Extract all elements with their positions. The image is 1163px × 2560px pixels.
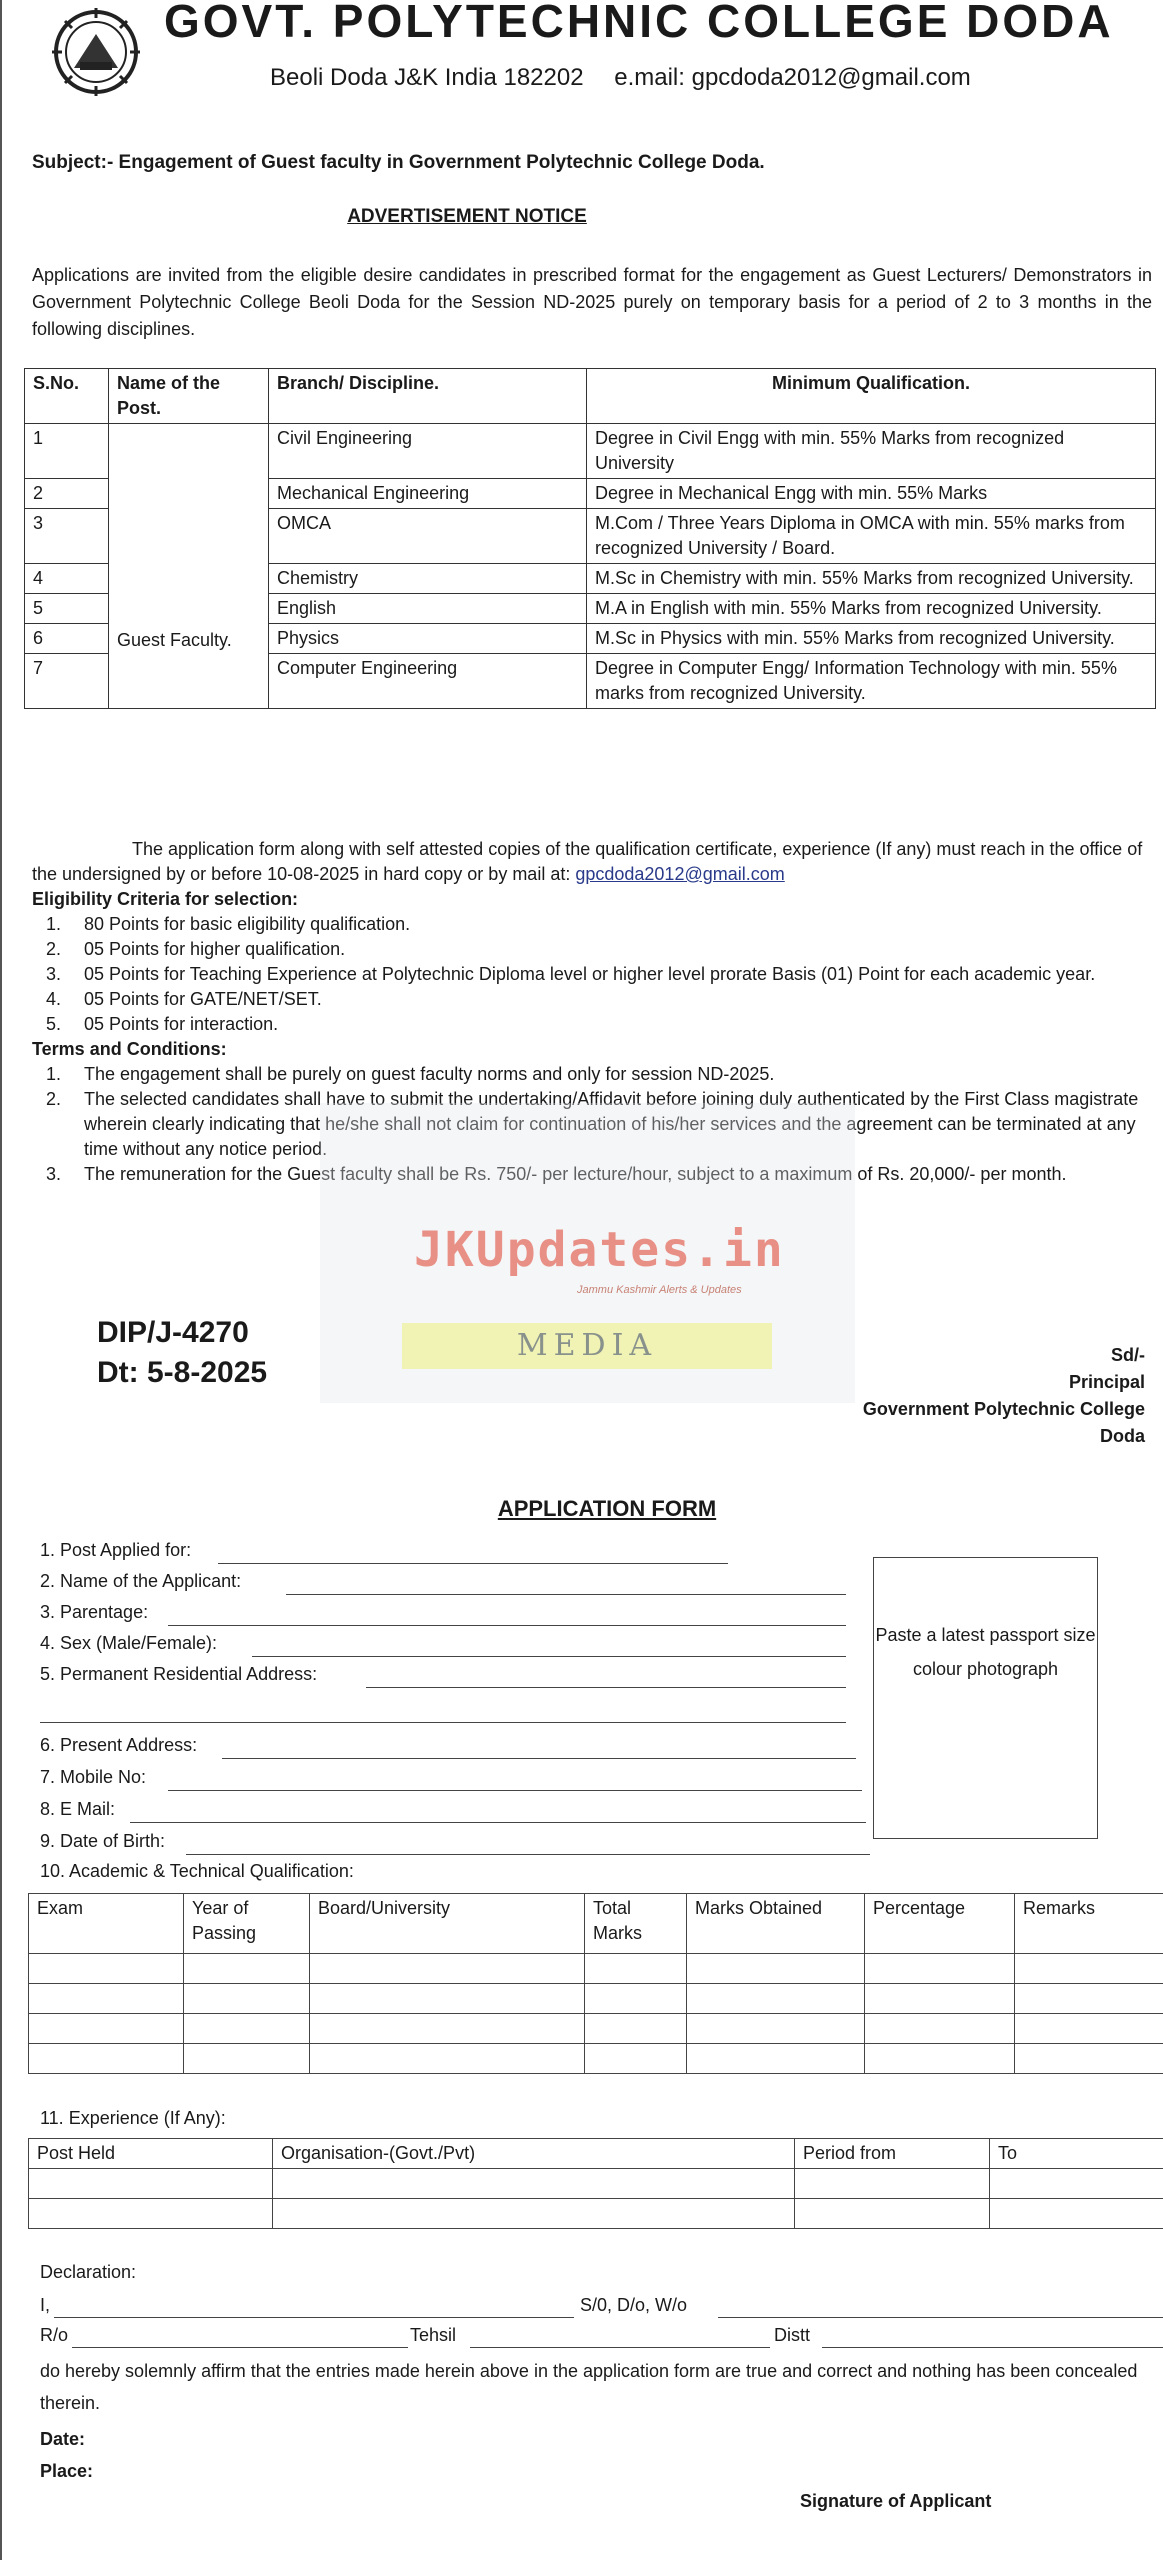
field-email: 8. E Mail:	[40, 1799, 116, 1819]
item-number: 2.	[46, 1089, 62, 1109]
qual-header-marks: Marks Obtained	[687, 1894, 865, 1954]
intro-paragraph: Applications are invited from the eligible desire candidates in prescribed format for the engagement as Guest Lecturers/ Demonstrators in Government Polytechnic College Beoli Doda for the Session ND-2025 purely on temporary basis for a period of 2 to 3 months in the following disciplines.	[32, 265, 1152, 339]
address-text: Beoli Doda J&K India 182202	[270, 64, 584, 91]
table-row[interactable]	[29, 1984, 1163, 2014]
row-branch: Computer Engineering	[269, 654, 587, 709]
table-row[interactable]	[29, 2014, 1163, 2044]
header-sno: S.No.	[25, 369, 109, 424]
table-row[interactable]	[29, 2199, 1163, 2229]
table-row	[25, 424, 1156, 479]
row-qualification: Degree in Civil Engg with min. 55% Marks from recognized University	[587, 424, 1156, 479]
photo-placeholder	[873, 1557, 1098, 1839]
declaration-name-line[interactable]	[54, 2317, 574, 2318]
item-number: 1.	[46, 914, 62, 934]
watermark-media: MEDIA	[402, 1323, 772, 1369]
list-item	[32, 987, 1152, 1012]
table-header-row	[25, 369, 1156, 424]
item-text: 05 Points for interaction.	[84, 1014, 279, 1034]
item-number: 2.	[46, 939, 62, 959]
exp-header-organisation: Organisation-(Govt./Pvt)	[273, 2139, 795, 2169]
field-qualification-label: 10. Academic & Technical Qualification:	[40, 1861, 354, 1881]
application-form-title: APPLICATION FORM	[497, 1496, 717, 1521]
row-sno: 3	[25, 509, 109, 564]
present-address-line[interactable]	[222, 1758, 856, 1759]
terms-heading: Terms and Conditions:	[32, 1039, 227, 1059]
item-text: 05 Points for higher qualification.	[84, 939, 346, 959]
exp-header-post: Post Held	[29, 2139, 273, 2169]
subject-line: Subject:- Engagement of Guest faculty in Government Polytechnic College Doda.	[32, 152, 765, 173]
item-text: The selected candidates shall have to submit the undertaking/Affidavit before joining duly authenticated by the First Class magistrate wherein clearly indicating that he/she shall not claim for continuation of his/her services and the agreement can be terminated at any time without any notice period.	[84, 1089, 1139, 1159]
list-item	[32, 937, 1152, 962]
table-row[interactable]	[29, 2169, 1163, 2199]
post-name	[109, 424, 269, 709]
email-link[interactable]: gpcdoda2012@gmail.com	[575, 864, 785, 884]
list-item	[32, 1012, 1152, 1037]
qual-header-year: Year of Passing	[184, 1894, 310, 1954]
table-row[interactable]	[29, 1954, 1163, 1984]
row-branch: English	[269, 594, 587, 624]
declaration-relation-line[interactable]	[718, 2317, 1163, 2318]
field-dob: 9. Date of Birth:	[40, 1831, 166, 1851]
item-number: 3.	[46, 1164, 62, 1184]
row-qualification: Degree in Computer Engg/ Information Technology with min. 55% marks from recognized University.	[587, 654, 1156, 709]
applicant-signature-label: Signature of Applicant	[800, 2491, 992, 2511]
declaration-tehsil: Tehsil	[410, 2325, 457, 2345]
header-branch: Branch/ Discipline.	[269, 369, 587, 424]
row-qualification: M.Sc in Physics with min. 55% Marks from recognized University.	[587, 624, 1156, 654]
post-applied-line[interactable]	[218, 1563, 728, 1564]
list-item	[32, 912, 1152, 937]
declaration-relation: S/0, D/o, W/o	[580, 2295, 688, 2315]
college-emblem-icon	[50, 6, 142, 98]
row-branch: Civil Engineering	[269, 424, 587, 479]
date-label: Date:	[40, 2429, 86, 2449]
qual-header-board: Board/University	[310, 1894, 585, 1954]
list-item	[32, 962, 1152, 987]
row-branch: Physics	[269, 624, 587, 654]
item-number: 3.	[46, 964, 62, 984]
mobile-line[interactable]	[168, 1790, 862, 1791]
sd-text: Sd/-	[1111, 1345, 1145, 1365]
header-qualification: Minimum Qualification.	[587, 369, 1156, 424]
declaration-label: Declaration:	[40, 2262, 137, 2282]
email-line[interactable]	[130, 1822, 866, 1823]
signatory-place: Doda	[1100, 1426, 1145, 1446]
applicant-name-line[interactable]	[286, 1594, 846, 1595]
field-sex: 4. Sex (Male/Female):	[40, 1633, 218, 1653]
row-sno: 1	[25, 424, 109, 479]
dip-date: Dt: 5-8-2025	[97, 1356, 268, 1389]
field-post-applied: 1. Post Applied for:	[40, 1540, 192, 1560]
field-permanent-address: 5. Permanent Residential Address:	[40, 1664, 318, 1684]
sex-line[interactable]	[252, 1656, 846, 1657]
table-header-row	[29, 1894, 1163, 1954]
submission-text: The application form along with self attested copies of the qualification certificate, experience (If any) must reach in the office of the undersigned by or before 10-08-2025 in hard copy or by mail at:	[32, 839, 1143, 884]
field-present-address: 6. Present Address:	[40, 1735, 198, 1755]
item-text: 05 Points for GATE/NET/SET.	[84, 989, 322, 1009]
row-qualification: M.A in English with min. 55% Marks from recognized University.	[587, 594, 1156, 624]
qualification-table	[28, 1893, 1163, 2074]
permanent-address-line[interactable]	[366, 1687, 846, 1688]
signatory-block	[745, 1342, 1145, 1450]
qual-header-percentage: Percentage	[865, 1894, 1015, 1954]
item-number: 5.	[46, 1014, 62, 1034]
field-applicant-name: 2. Name of the Applicant:	[40, 1571, 242, 1591]
dob-line[interactable]	[186, 1854, 870, 1855]
experience-table	[28, 2138, 1163, 2229]
declaration-distt: Distt	[774, 2325, 810, 2345]
letterhead	[2, 0, 1163, 115]
qual-header-total: Total Marks	[585, 1894, 687, 1954]
header-post: Name of the Post.	[109, 369, 269, 424]
eligibility-list	[32, 912, 1152, 1037]
qual-header-remarks: Remarks	[1015, 1894, 1163, 1954]
photo-instructions: Paste a latest passport size colour photograph	[875, 1625, 1096, 1679]
declaration-i: I,	[40, 2295, 51, 2315]
email-text: e.mail: gpcdoda2012@gmail.com	[614, 64, 971, 91]
field-mobile: 7. Mobile No:	[40, 1767, 147, 1787]
qual-header-exam: Exam	[29, 1894, 184, 1954]
signatory-org: Government Polytechnic College	[862, 1399, 1145, 1419]
advertisement-title: ADVERTISEMENT NOTICE	[347, 206, 587, 227]
declaration-ro-line[interactable]	[72, 2347, 408, 2348]
item-number: 1.	[46, 1064, 62, 1084]
declaration-tehsil-line[interactable]	[470, 2347, 770, 2348]
row-branch: OMCA	[269, 509, 587, 564]
item-text: The remuneration for the Guest faculty shall be Rs. 750/- per lecture/hour, subject to a maximum of Rs. 20,000/- per month.	[84, 1164, 1067, 1184]
row-sno: 7	[25, 654, 109, 709]
posts-table	[24, 368, 1156, 709]
post-name-text: Guest Faculty.	[117, 629, 232, 650]
experience-label: 11. Experience (If Any):	[40, 2108, 226, 2128]
item-number: 4.	[46, 989, 62, 1009]
eligibility-heading: Eligibility Criteria for selection:	[32, 889, 299, 909]
college-address	[270, 64, 995, 92]
row-branch: Chemistry	[269, 564, 587, 594]
place-label: Place:	[40, 2461, 94, 2481]
item-text: 05 Points for Teaching Experience at Polytechnic Diploma level or higher level prorate Basis (01) Point for each academic year.	[84, 964, 1096, 984]
field-parentage: 3. Parentage:	[40, 1602, 149, 1622]
row-sno: 6	[25, 624, 109, 654]
row-branch: Mechanical Engineering	[269, 479, 587, 509]
parentage-line[interactable]	[168, 1625, 846, 1626]
row-qualification: Degree in Mechanical Engg with min. 55% Marks	[587, 479, 1156, 509]
row-sno: 5	[25, 594, 109, 624]
watermark-tagline: Jammu Kashmir Alerts & Updates	[577, 1284, 742, 1296]
watermark-brand: JKUpdates.in	[414, 1222, 785, 1278]
submission-paragraph	[32, 837, 1152, 887]
item-text: 80 Points for basic eligibility qualification.	[84, 914, 411, 934]
college-name: GOVT. POLYTECHNIC COLLEGE DODA	[164, 0, 1114, 47]
declaration-affirm: do hereby solemnly affirm that the entries made herein above in the application form are true and correct and nothing has been concealed therein.	[40, 2361, 1138, 2413]
table-row[interactable]	[29, 2044, 1163, 2074]
dip-number: DIP/J-4270	[97, 1316, 249, 1349]
declaration-ro: R/o	[40, 2325, 69, 2345]
item-text: The engagement shall be purely on guest faculty norms and only for session ND-2025.	[84, 1064, 775, 1084]
row-sno: 2	[25, 479, 109, 509]
list-item	[32, 1062, 1152, 1087]
row-qualification: M.Com / Three Years Diploma in OMCA with min. 55% marks from recognized University / Board.	[587, 509, 1156, 564]
row-sno: 4	[25, 564, 109, 594]
permanent-address-line-2[interactable]	[40, 1722, 846, 1723]
declaration-distt-line[interactable]	[822, 2347, 1163, 2348]
row-qualification: M.Sc in Chemistry with min. 55% Marks from recognized University.	[587, 564, 1156, 594]
exp-header-period: Period from	[795, 2139, 990, 2169]
exp-header-to: To	[990, 2139, 1163, 2169]
signatory-title: Principal	[1068, 1372, 1145, 1392]
dip-reference	[97, 1313, 267, 1393]
table-header-row	[29, 2139, 1163, 2169]
